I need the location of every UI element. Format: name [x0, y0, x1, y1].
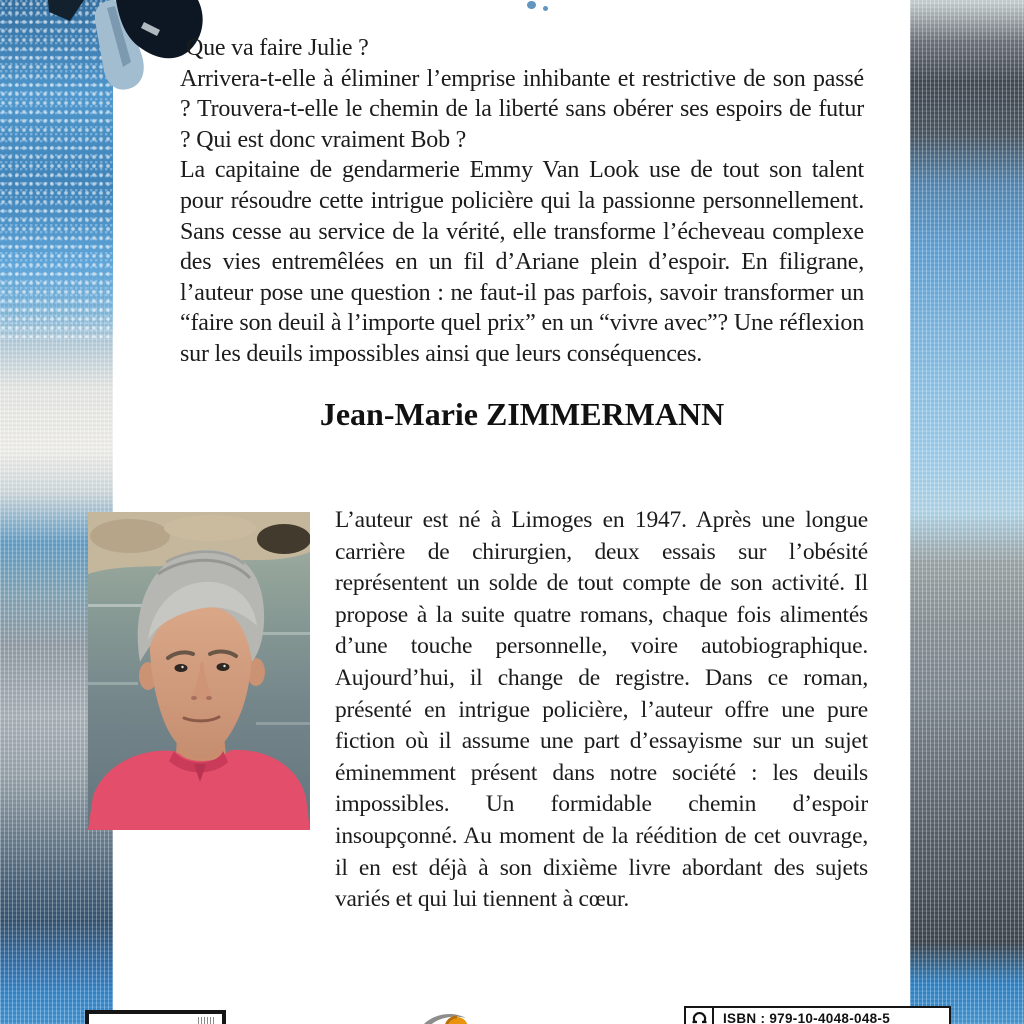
- isbn-box: [684, 1006, 951, 1024]
- air-bubble-icon: [543, 6, 548, 11]
- author-name: Jean-Marie ZIMMERMANN: [319, 395, 725, 432]
- synopsis-paragraph-3: La capitaine de gendarmerie Emmy Van Look use de tout son talent pour résoudre cette intrigue policière qui la passionne personnellement. Sans cesse au service de la vérité, elle transforme l’écheveau complexe des vies entremêlées en un fil d’Ariane plein d’espoir. En filigrane, l’auteur pose une question : ne faut-il pas parfois, savoir transformer un “faire son deuil à l’importe quel prix” en un “vivre avec”? Une réflexion sur les deuils impossibles ainsi que leurs conséquences.: [180, 157, 864, 367]
- barcode-box: [85, 1010, 226, 1024]
- publisher-logo-icon: [416, 1009, 476, 1024]
- painted-sea-border-right: [910, 0, 1024, 1024]
- synopsis-line-1: Que va faire Julie ?: [186, 35, 369, 61]
- isbn-text: ISBN : 979-10-4048-048-5: [723, 1011, 891, 1024]
- barcode-mark-icon: [198, 1017, 214, 1024]
- recycle-icon: [686, 1008, 714, 1024]
- air-bubble-icon: [527, 1, 536, 9]
- author-section: [88, 505, 868, 916]
- author-portrait-photo: [88, 512, 310, 830]
- back-cover-text: [180, 33, 864, 433]
- author-bio: L’auteur est né à Limoges en 1947. Après une longue carrière de chirurgien, deux essais sur l’obésité représentent un solde de tout compte de son activité. Il propose à la suite quatre romans, chaque fois alimentés d’une touche personnelle, voire autobiographique. Aujourd’hui, il change de registre. Dans ce roman, présenté en intrigue policière, l’auteur offre une pure fiction où il assume une part d’essayisme sur un sujet éminemment présent dans notre société : les deuils impossibles. Un formidable chemin d’espoir insoupçonné. Au moment de la réédition de cet ouvrage, il en est déjà à son dixième livre abordant des sujets variés et qui lui tiennent à cœur.: [335, 507, 868, 913]
- synopsis: [180, 33, 864, 370]
- synopsis-paragraph-2: Arrivera-t-elle à éliminer l’emprise inhibante et restrictive de son passé ? Trouvera-t-elle le chemin de la liberté sans obérer ses espoirs de futur ? Qui est donc vraiment Bob ?: [180, 65, 864, 153]
